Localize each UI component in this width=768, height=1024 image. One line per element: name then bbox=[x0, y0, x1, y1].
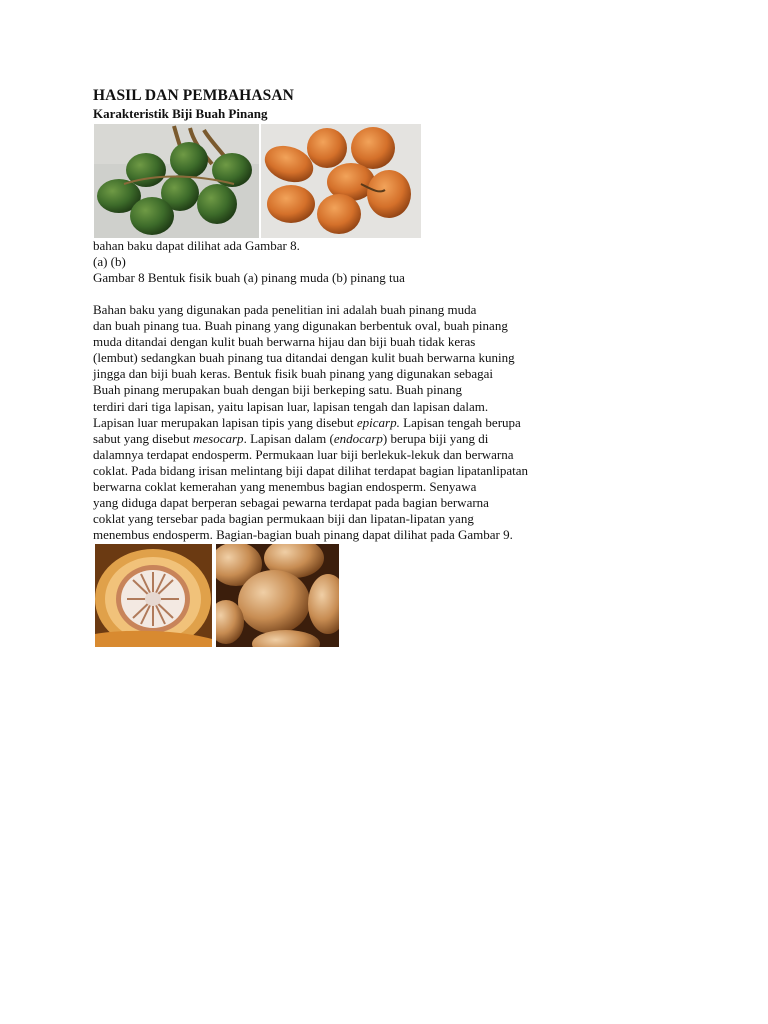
paragraph-line: jingga dan biji buah keras. Bentuk fisik buah pinang yang digunakan sebagai bbox=[93, 366, 494, 382]
italic-term: endocarp bbox=[333, 430, 383, 446]
text-fragment: . Lapisan dalam ( bbox=[243, 430, 334, 446]
text-fragment: Lapisan tengah berupa bbox=[399, 414, 521, 430]
paragraph-line: dalamnya terdapat endosperm. Permukaan luar biji berlekuk-lekuk dan berwarna bbox=[93, 446, 514, 462]
figure-caption: Gambar 8 Bentuk fisik buah (a) pinang muda (b) pinang tua bbox=[93, 270, 405, 285]
paragraph-line: muda ditandai dengan kulit buah berwarna hijau dan biji buah tidak keras bbox=[93, 334, 476, 350]
paragraph-line: berwarna coklat kemerahan yang menembus bagian endosperm. Senyawa bbox=[93, 479, 477, 495]
paragraph-line: coklat. Pada bidang irisan melintang biji dapat dilihat terdapat bagian lipatanlipatan bbox=[93, 462, 529, 478]
paragraph-line: Bahan baku yang digunakan pada penelitian ini adalah buah pinang muda bbox=[93, 302, 477, 317]
paragraph-line bbox=[93, 431, 613, 447]
paragraph-line: coklat yang tersebar pada bagian permukaan biji dan lipatan-lipatan yang bbox=[93, 511, 474, 527]
paragraph-line: terdiri dari tiga lapisan, yaitu lapisan luar, lapisan tengah dan lapisan dalam. bbox=[93, 398, 489, 414]
text-fragment: sabut yang disebut bbox=[93, 430, 194, 446]
section-subheading: Karakteristik Biji Buah Pinang bbox=[93, 106, 268, 121]
text-fragment: ) berupa biji yang di bbox=[382, 430, 489, 446]
paragraph-line: dan buah pinang tua. Buah pinang yang digunakan berbentuk oval, buah pinang bbox=[93, 318, 508, 334]
paragraph-line: yang diduga dapat berperan sebagai pewarna terdapat pada bagian berwarna bbox=[93, 495, 489, 511]
areca-cross-section-photo bbox=[95, 544, 212, 647]
text-fragment: Lapisan luar merupakan lapisan tipis yang disebut bbox=[93, 414, 357, 430]
section-heading: HASIL DAN PEMBAHASAN bbox=[93, 87, 294, 104]
old-areca-fruit-photo bbox=[261, 124, 421, 238]
italic-term: epicarp. bbox=[356, 414, 400, 430]
body-paragraph bbox=[93, 302, 613, 543]
young-areca-fruit-photo bbox=[94, 124, 259, 238]
intro-text: bahan baku dapat dilihat ada Gambar 8. bbox=[93, 238, 300, 253]
figure-labels: (a) (b) bbox=[93, 254, 126, 269]
paragraph-line: Buah pinang merupakan buah dengan biji berkeping satu. Buah pinang bbox=[93, 382, 462, 398]
areca-seed-photo bbox=[216, 544, 339, 647]
paragraph-line bbox=[93, 415, 613, 431]
paragraph-line: menembus endosperm. Bagian-bagian buah pinang dapat dilihat pada Gambar 9. bbox=[93, 527, 513, 543]
paragraph-line: (lembut) sedangkan buah pinang tua ditandai dengan kulit buah berwarna kuning bbox=[93, 350, 515, 366]
italic-term: mesocarp bbox=[193, 430, 244, 446]
